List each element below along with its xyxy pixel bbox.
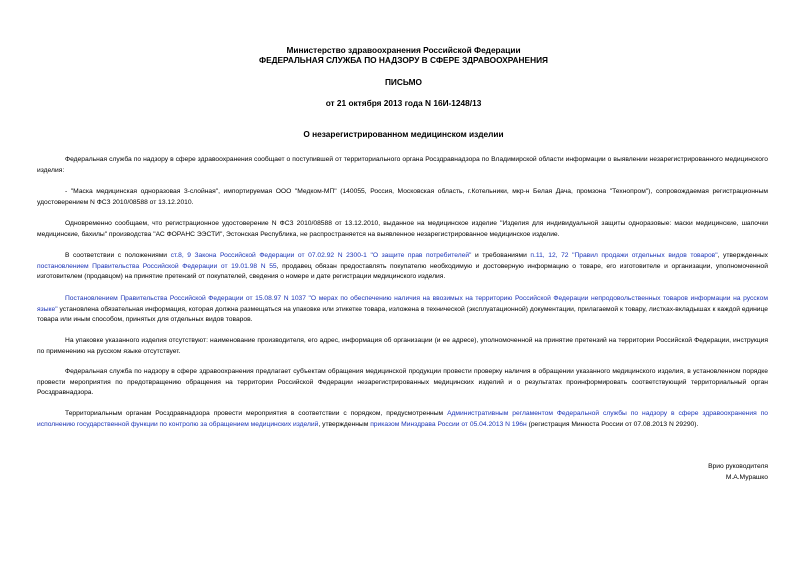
paragraph-text: , утвержденных [717,252,768,259]
service-title: ФЕДЕРАЛЬНАЯ СЛУЖБА ПО НАДЗОРУ В СФЕРЕ ЗДРАВООХРАНЕНИЯ [259,55,548,65]
signature-position: Врио руководителя [708,463,768,470]
paragraph-text: (регистрация Минюста России от 07.08.2013 N 29290). [526,420,699,428]
document-date-number: от 21 октября 2013 года N 16И-1248/13 [325,98,482,108]
paragraph-text: , утвержденным [318,420,371,428]
document-subject: О незарегистрированном медицинском изделии [303,129,504,139]
signature-name: М.А.Мурашко [725,474,768,481]
government-resolution-1037-link[interactable]: Постановлением Правительства Российской Федерации от 15.08.97 N 1037 "О мерах по обеспечению наличия на ввозимых на территорию Российской Федерации непродовольственных товаров информации на русском языке" [37,295,768,313]
sales-rules-link[interactable]: п.11, 12, 72 "Правил продажи отдельных видов товаров" [530,252,718,259]
paragraph-intro: Федеральная служба по надзору в сфере здравоохранения сообщает о поступившей от территориального органа Росздравнадзора по Владимирской области информации о выявлении незарегистрированного медицинского изделия: [37,156,768,174]
paragraph-text: Территориальным органам Росздравнадзора провести мероприятия в соответствии с порядком, предусмотренным [65,410,448,417]
paragraph-text: В соответствии с положениями [65,252,171,259]
paragraph-missing-info: На упаковке указанного изделия отсутствуют: наименование производителя, его адрес, информация об организации (и ее адресе), уполномоченной на принятие претензий на территории Российской Федерации, инструкция по применению на русском языке отсутствует. [37,337,768,355]
paragraph-labeling-requirements [37,294,768,326]
paragraph-text: , продавец обязан предоставлять покупателю необходимую и достоверную информацию о товаре, его изготовителе и организации, уполномоченной изготовителем (продавцом) на принятие претензий от покупателей, сведения о номере и дате регистрации медицинского изделия. [37,262,768,281]
consumer-protection-law-link[interactable]: ст.8, 9 Закона Российской Федерации от 07.02.92 N 2300-1 "О защите прав потребителей" [170,252,472,259]
paragraph-text: и требованиями [471,252,531,259]
administrative-regulation-link[interactable]: Административным регламентом Федеральной службы по надзору в сфере здравоохранения по исполнению государственной функции по контролю за обращением медицинских изделий [37,410,768,428]
ministry-title: Министерство здравоохранения Российской Федерации [286,45,521,55]
paragraph-proposal: Федеральная служба по надзору в сфере здравоохранения предлагает субъектам обращения медицинской продукции провести проверку наличия в обращении указанного медицинского изделия, в установленном порядке провести мероприятия по предотвращению обращения на территории Российской Федерации незарегистрированных медицинских изделий и о результатах проинформировать соответствующий территориальный орган Росздравнадзора. [37,368,768,397]
paragraph-legal-basis [37,251,768,283]
paragraph-territorial-bodies [37,409,768,430]
order-196n-link[interactable]: приказом Минздрава России от 05.04.2013 N 196н [370,420,527,428]
paragraph-text: установлена обязательная информация, которая должна размещаться на упаковке или этикетке товара, изложена в технической (эксплуатационной) документации, прилагаемой к товару, листках-вкладышах к каждой единице товара или иным способом, принятых для отдельных видов товаров. [37,305,768,324]
paragraph-certificate: Одновременно сообщаем, что регистрационное удостоверение N ФСЗ 2010/08588 от 13.12.2010, выданное на медицинское изделие "Изделия для индивидуальной защиты одноразовые: маски медицинские, шапочки медицинские, бахилы" производства "АС ФОРАНС ЭЭСТИ", Эстонская Республика, не распространяется на выявленное незарегистрированное медицинское изделие. [37,220,768,238]
paragraph-product: - "Маска медицинская одноразовая 3-слойная", импортируемая ООО "Медком-МП" (140055, Россия, Московская область, г.Котельники, мкр-н Белая Дача, промзона "Технопром"), сопровождаемая регистрационным удостоверением N ФСЗ 2010/08588 от 13.12.2010. [37,188,768,206]
document-type: ПИСЬМО [384,77,423,87]
government-resolution-55-link[interactable]: постановлением Правительства Российской Федерации от 19.01.98 N 55 [37,262,277,270]
